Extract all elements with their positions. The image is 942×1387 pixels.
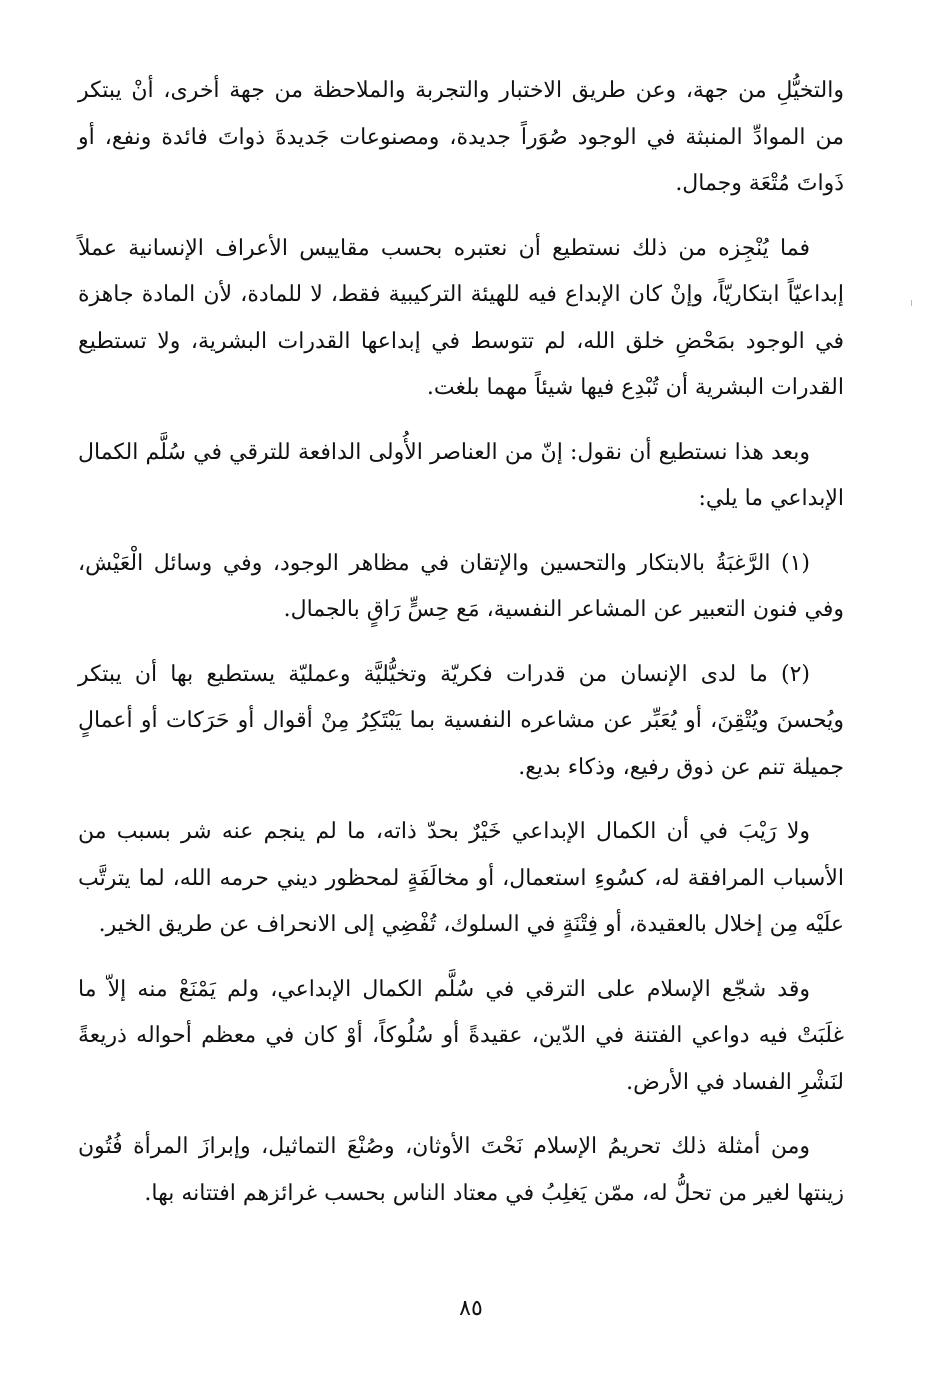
page-number: ٨٥ [459,1296,483,1321]
paragraph-8: ومن أمثلة ذلك تحريمُ الإسلام نَحْتَ الأوثان، وصُنْعَ التماثيل، وإبرازَ المرأة فُتُون زينتها لغير من تحلُّ له، ممّن يَغلِبُ في معتاد الناس بحسب غرائزهم افتتانه بها. [78,1134,844,1206]
paragraph-3: وبعد هذا نستطيع أن نقول: إنّ من العناصر الأُولى الدافعة للترقي في سُلَّم الكمال الإبداعي ما يلي: [78,439,844,511]
paragraph-4: (١) الرَّغبَةُ بالابتكار والتحسين والإتقان في مظاهر الوجود، وفي وسائل الْعَيْش، وفي فنون التعبير عن المشاعر النفسية، مَع حِسٍّ رَاقٍ بالجمال. [78,550,844,622]
paragraph-6: ولا رَيْبَ في أن الكمال الإبداعي خَيْرٌ بحدّ ذاته، ما لم ينجم عنه شر بسبب من الأسباب المرافقة له، كسُوءِ استعمال، أو مخالَفَةٍ لمحظور ديني حرمه الله، لما يترتَّب علَيْه مِن إخلال بالعقيدة، أو فِتْنَةٍ في السلوك، تُفْضِي إلى الانحراف عن طريق الخير. [78,819,844,937]
paragraph-1: والتخيُّلِ من جهة، وعن طريق الاختبار والتجربة والملاحظة من جهة أخرى، أنْ يبتكر من الموادِّ المنبثة في الوجود صُوَراً جديدة، ومصنوعات جَديدةَ ذواتَ فائدة ونفع، أو ذَواتَ مُتْعَة وجمال. [78,78,844,196]
paragraph-7: وقد شجّع الإسلام على الترقي في سُلَّم الكمال الإبداعي، ولم يَمْنَعْ منه إلاّ ما غلَبَتْ فيه دواعي الفتنة في الدّين، عقيدةً أو سُلُوكاً، أوْ كان في معظم أحواله ذريعةً لنَشْرِ الفساد في الأرض. [78,976,844,1095]
paragraph-5: (٢) ما لدى الإنسان من قدرات فكريّة وتخيُّليَّة وعمليّة يستطيع بها أن يبتكر ويُحسنَ ويُتْقِنَ، أو يُعَبِّر عن مشاعره النفسية بما يَبْتَكِرُ مِنْ أقوال أو حَرَكات أو أعمالٍ جميلة تنم عن ذوق رفيع، وذكاء بديع. [78,661,844,780]
margin-mark [911,300,912,306]
paragraph-2: فما يُنْجِزه من ذلك نستطيع أن نعتبره بحسب مقاييس الأعراف الإنسانية عملاً إبداعيّاً ابتكاريّاً، وإنْ كان الإبداع فيه للهيئة التركيبية فقط، لا للمادة، لأن المادة جاهزة في الوجود بمَحْضِ خلق الله، لم تتوسط في إبداعها القدرات البشرية، ولا تستطيع القدرات البشرية أن تُبْدِع فيها شيئاً مهما بلغت. [78,235,844,400]
page-body [78,68,844,1235]
